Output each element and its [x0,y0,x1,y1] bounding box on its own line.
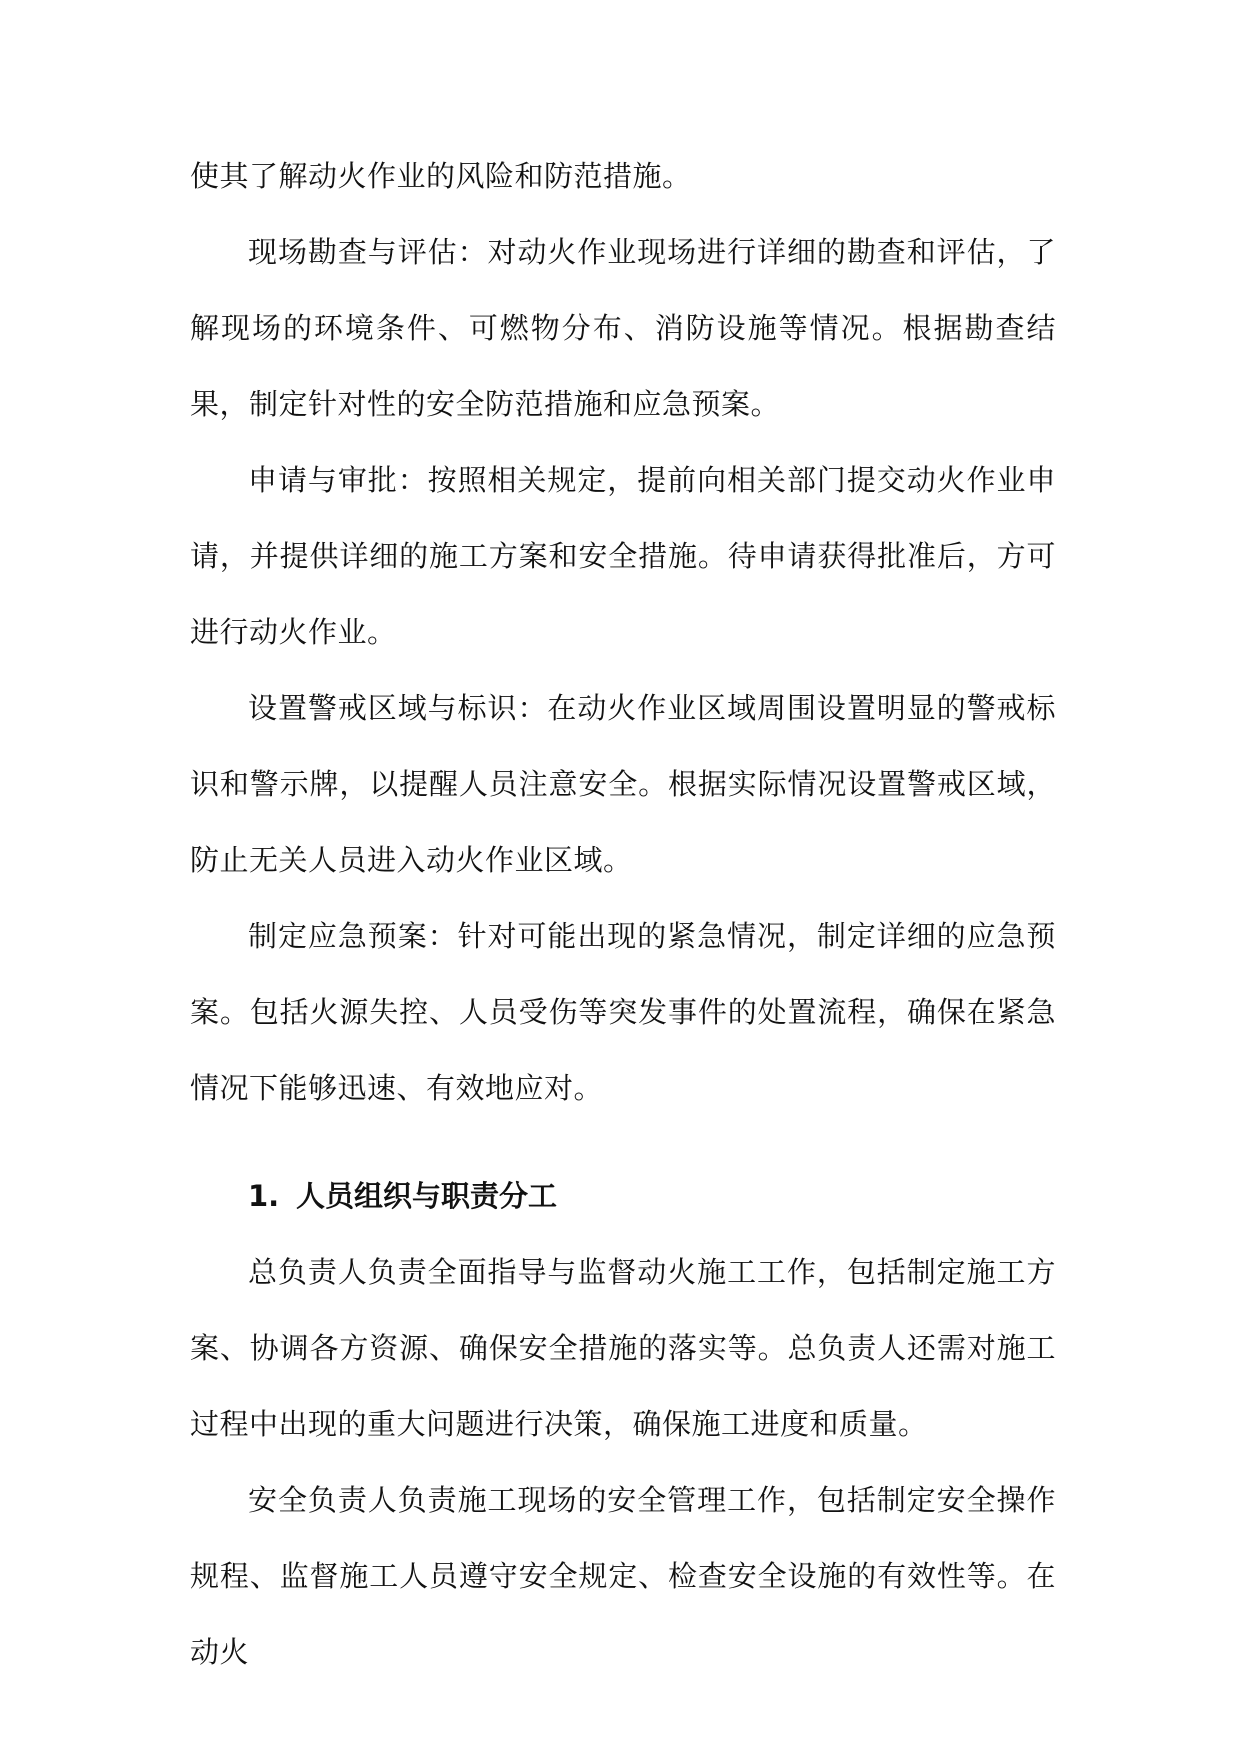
paragraph-site-survey: 现场勘查与评估：对动火作业现场进行详细的勘查和评估，了解现场的环境条件、可燃物分布、消防设施等情况。根据勘查结果，制定针对性的安全防范措施和应急预案。 [190,235,1056,421]
paragraph-safety-manager: 安全负责人负责施工现场的安全管理工作，包括制定安全操作规程、监督施工人员遵守安全规定、检查安全设施的有效性等。在动火 [190,1483,1056,1669]
document-body [190,138,1056,1690]
section-title: 人员组织与职责分工 [296,1179,558,1213]
paragraph-general-manager: 总负责人负责全面指导与监督动火施工工作，包括制定施工方案、协调各方资源、确保安全措施的落实等。总负责人还需对施工过程中出现的重大问题进行决策，确保施工进度和质量。 [190,1255,1056,1441]
paragraph-continuation: 使其了解动火作业的风险和防范措施。 [190,159,692,193]
paragraph-emergency-plan: 制定应急预案：针对可能出现的紧急情况，制定详细的应急预案。包括火源失控、人员受伤等突发事件的处置流程，确保在紧急情况下能够迅速、有效地应对。 [190,919,1056,1105]
paragraph-warning-zone: 设置警戒区域与标识：在动火作业区域周围设置明显的警戒标识和警示牌，以提醒人员注意安全。根据实际情况设置警戒区域，防止无关人员进入动火作业区域。 [190,691,1056,877]
section-number: 1. [248,1179,280,1213]
section-heading [190,1158,1056,1234]
paragraph-application-approval: 申请与审批：按照相关规定，提前向相关部门提交动火作业申请，并提供详细的施工方案和安全措施。待申请获得批准后，方可进行动火作业。 [190,463,1056,649]
